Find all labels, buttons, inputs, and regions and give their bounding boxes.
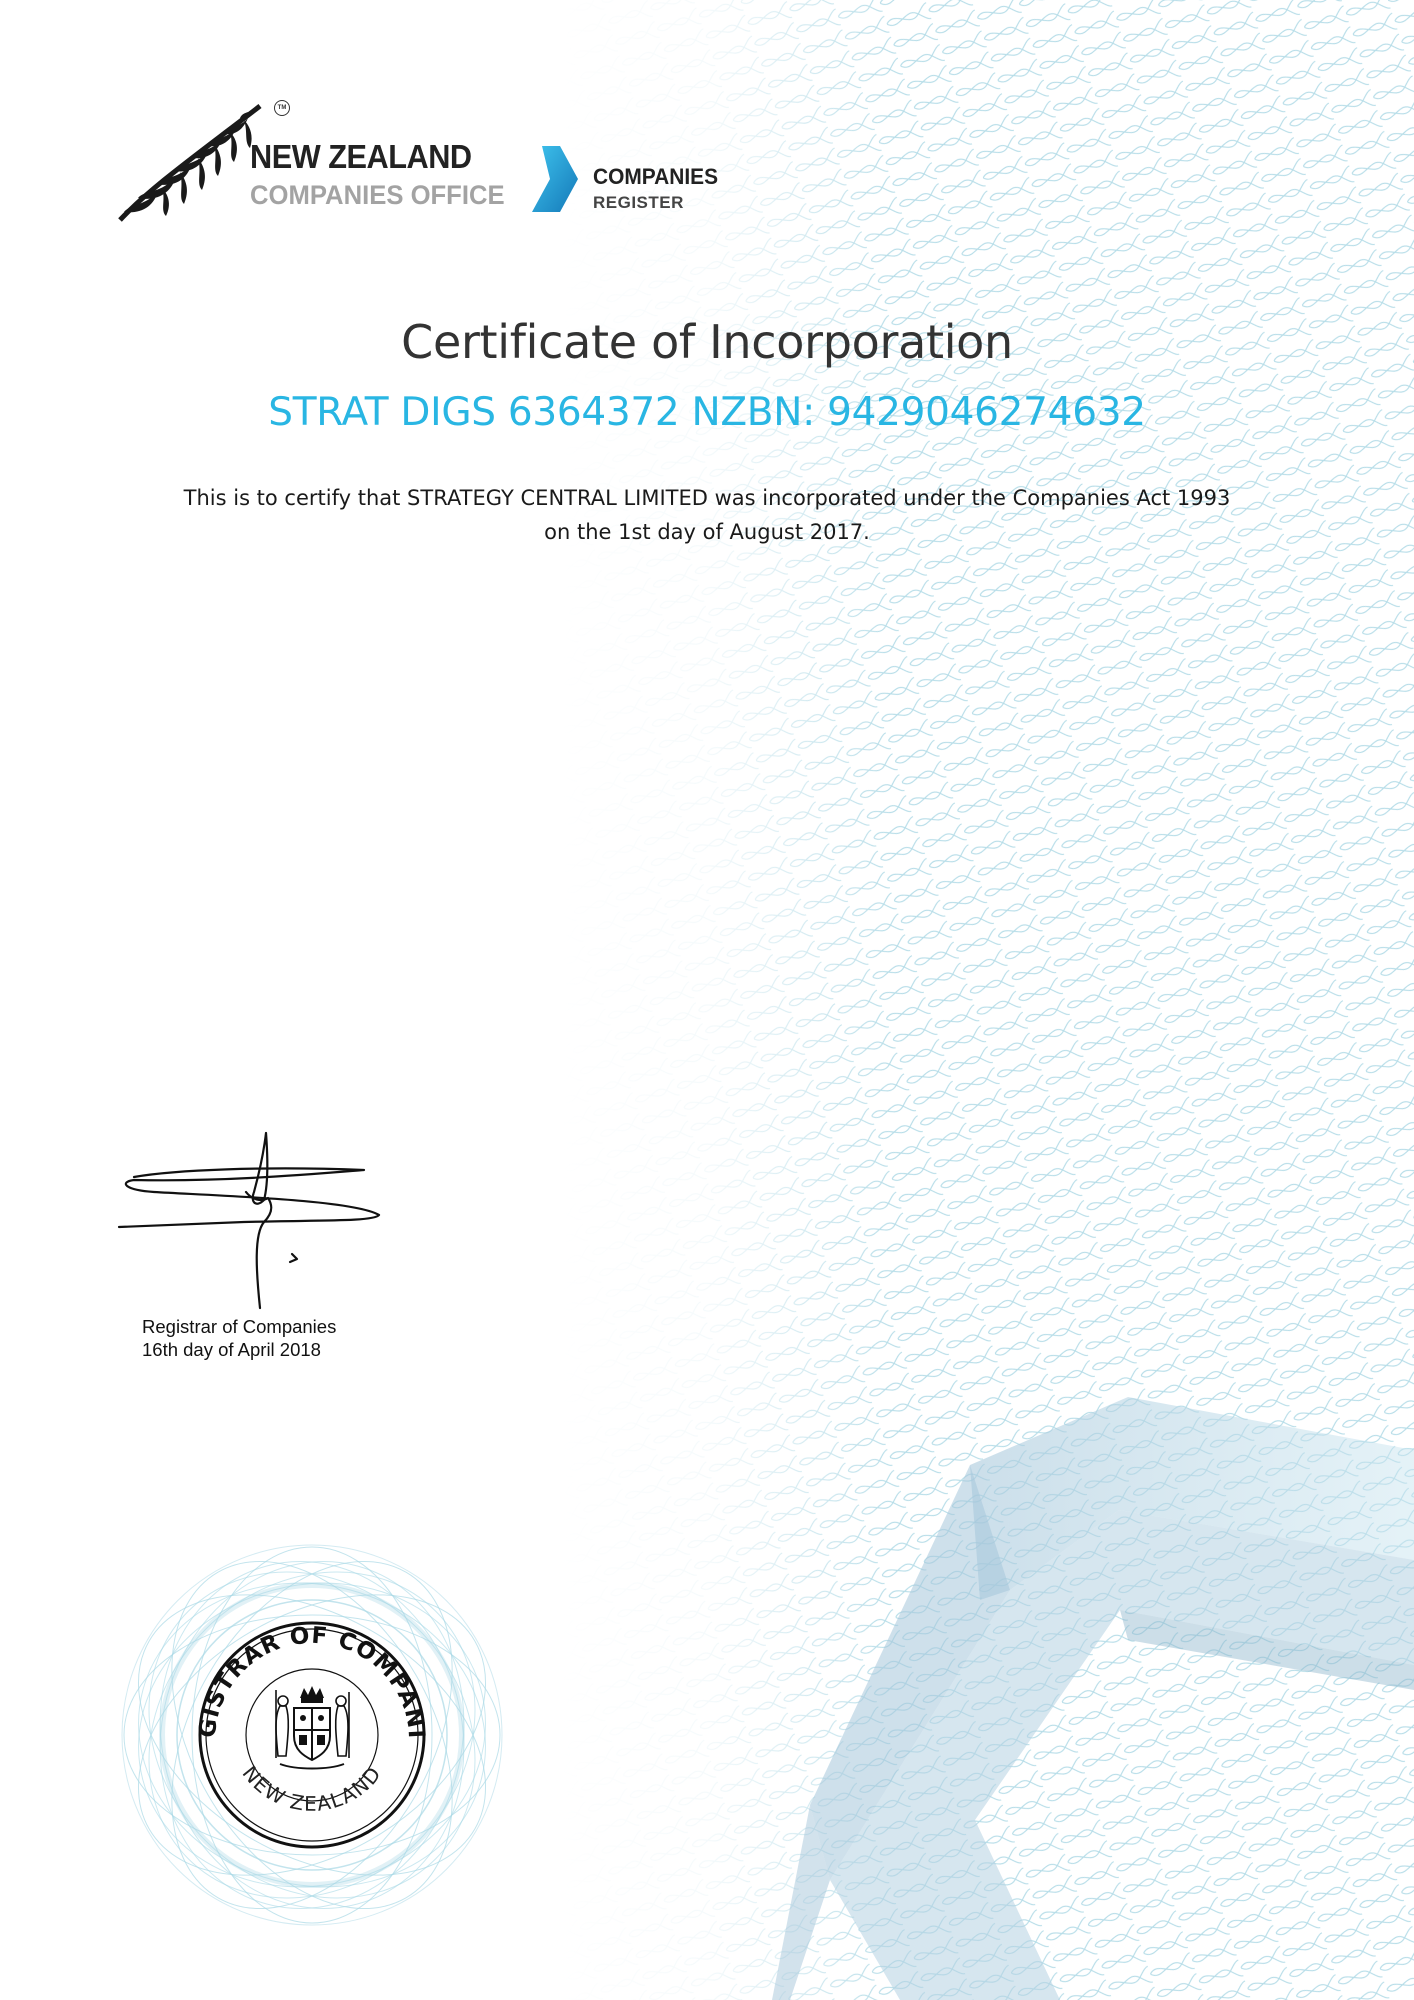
logo-companies-office-text: COMPANIES OFFICE [250,180,505,210]
registrar-seal [120,1540,505,1930]
logo-register-text: REGISTER [593,193,684,212]
chevron-right-icon [532,146,582,212]
company-name-nzbn: STRAT DIGS 6364372 NZBN: 9429046274632 [268,390,1146,435]
companies-office-logo [112,96,752,226]
logo-new-zealand-text: NEW ZEALAND [250,138,472,175]
registrar-title: Registrar of Companies [142,1316,337,1337]
certification-statement [140,481,1274,549]
certification-line-2: on the 1st day of August 2017. [544,520,870,544]
silver-fern-icon [112,96,272,226]
certificate-title: Certificate of Incorporation [401,315,1013,369]
logo-companies-text: COMPANIES [593,164,719,189]
trademark-mark: TM [274,100,290,116]
registrar-signature [114,1130,394,1315]
certification-line-1: This is to certify that STRATEGY CENTRAL LIMITED was incorporated under the Companies Act 1993 [183,486,1231,510]
registrar-block [142,1315,336,1361]
seal-bottom-text: NEW ZEALAND [237,1761,387,1816]
seal-top-text: GISTRAR OF COMPANI [194,1622,430,1740]
registrar-date: 16th day of April 2018 [142,1339,321,1360]
